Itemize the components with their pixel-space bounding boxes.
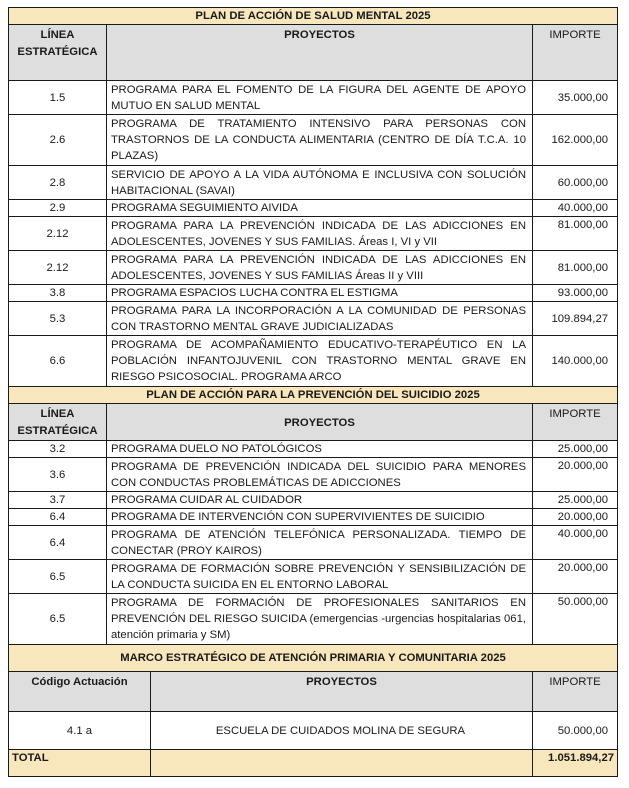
- importe-cell: 162.000,00: [533, 115, 618, 166]
- importe-cell: 60.000,00: [533, 166, 618, 200]
- header-linea-estrategica: LÍNEA ESTRATÉGICA: [9, 404, 107, 441]
- importe-cell: 81.000,00: [533, 251, 618, 285]
- section-title-row: [9, 645, 618, 672]
- header-linea-estrategica: LÍNEA ESTRATÉGICA: [9, 25, 107, 81]
- table-row: [9, 492, 618, 509]
- proyecto-cell: PROGRAMA CUIDAR AL CUIDADOR: [107, 492, 533, 509]
- table-row: [9, 441, 618, 458]
- table-row: [9, 458, 618, 492]
- header-importe: IMPORTE: [533, 672, 618, 712]
- header-proyectos: PROYECTOS: [107, 404, 533, 441]
- header-proyectos: PROYECTOS: [151, 672, 533, 712]
- linea-estrategica-cell: 2.8: [9, 166, 107, 200]
- section-title-atencion-primaria: MARCO ESTRATÉGICO DE ATENCIÓN PRIMARIA Y COMUNITARIA 2025: [9, 645, 618, 672]
- table-row: [9, 251, 618, 285]
- header-importe: IMPORTE: [533, 25, 618, 81]
- codigo-actuacion-cell: 4.1 a: [9, 712, 151, 750]
- importe-cell: 40.000,00: [533, 200, 618, 217]
- linea-estrategica-cell: 3.2: [9, 441, 107, 458]
- proyecto-cell: PROGRAMA DUELO NO PATOLÓGICOS: [107, 441, 533, 458]
- importe-cell: 25.000,00: [533, 492, 618, 509]
- proyecto-cell: PROGRAMA DE INTERVENCIÓN CON SUPERVIVIENTES DE SUICIDIO: [107, 509, 533, 526]
- importe-cell: 20.000,00: [533, 509, 618, 526]
- total-row: [9, 750, 618, 777]
- importe-cell: 140.000,00: [533, 336, 618, 387]
- importe-cell: 20.000,00: [533, 560, 618, 594]
- proyecto-cell: PROGRAMA DE ACOMPAÑAMIENTO EDUCATIVO-TERAPÉUTICO EN LA POBLACIÓN INFANTOJUVENIL CON TRASTORNO MENTAL GRAVE EN RIESGO PSICOSOCIAL. PROGRAMA ARCO: [107, 336, 533, 387]
- proyecto-cell: PROGRAMA PARA LA PREVENCIÓN INDICADA DE LAS ADICCIONES EN ADOLESCENTES, JOVENES Y SUS FAMILIAS Áreas II y VIII: [107, 251, 533, 285]
- column-header-row: [9, 404, 618, 441]
- section-title-suicidio: PLAN DE ACCIÓN PARA LA PREVENCIÓN DEL SUICIDIO 2025: [9, 387, 618, 404]
- linea-estrategica-cell: 6.4: [9, 509, 107, 526]
- table-row: [9, 526, 618, 560]
- importe-cell: 20.000,00: [533, 458, 618, 492]
- importe-cell: 35.000,00: [533, 81, 618, 115]
- linea-estrategica-cell: 6.5: [9, 560, 107, 594]
- budget-table-atencion-primaria: [8, 644, 618, 777]
- section-title-row: [9, 387, 618, 404]
- total-spacer: [151, 750, 533, 777]
- linea-estrategica-cell: 3.6: [9, 458, 107, 492]
- table-row: [9, 509, 618, 526]
- table-row: [9, 560, 618, 594]
- linea-estrategica-cell: 6.4: [9, 526, 107, 560]
- linea-estrategica-cell: 1.5: [9, 81, 107, 115]
- proyecto-cell: PROGRAMA ESPACIOS LUCHA CONTRA EL ESTIGMA: [107, 285, 533, 302]
- header-importe: IMPORTE: [533, 404, 618, 441]
- table-row: [9, 200, 618, 217]
- total-label: TOTAL: [9, 750, 151, 777]
- table-row: [9, 285, 618, 302]
- table-row: [9, 302, 618, 336]
- proyecto-cell: PROGRAMA PARA EL FOMENTO DE LA FIGURA DEL AGENTE DE APOYO MUTUO EN SALUD MENTAL: [107, 81, 533, 115]
- table-row: [9, 115, 618, 166]
- proyecto-cell: PROGRAMA PARA LA INCORPORACIÓN A LA COMUNIDAD DE PERSONAS CON TRASTORNO MENTAL GRAVE JUDICIALIZADAS: [107, 302, 533, 336]
- linea-estrategica-cell: 2.9: [9, 200, 107, 217]
- budget-table-plans: [8, 7, 618, 645]
- linea-estrategica-cell: 2.12: [9, 251, 107, 285]
- linea-estrategica-cell: 6.6: [9, 336, 107, 387]
- linea-estrategica-cell: 5.3: [9, 302, 107, 336]
- importe-cell: 81.000,00: [533, 217, 618, 251]
- importe-cell: 50.000,00: [533, 594, 618, 645]
- column-header-row: [9, 672, 618, 712]
- linea-estrategica-cell: 2.12: [9, 217, 107, 251]
- importe-cell: 109.894,27: [533, 302, 618, 336]
- proyecto-cell: PROGRAMA SEGUIMIENTO AIVIDA: [107, 200, 533, 217]
- section-title-row: [9, 8, 618, 25]
- proyecto-cell: PROGRAMA DE PREVENCIÓN INDICADA DEL SUICIDIO PARA MENORES CON CONDUCTAS PROBLEMÁTICAS DE ADICCIONES: [107, 458, 533, 492]
- importe-cell: 40.000,00: [533, 526, 618, 560]
- section-title-salud-mental: PLAN DE ACCIÓN DE SALUD MENTAL 2025: [9, 8, 618, 25]
- importe-cell: 25.000,00: [533, 441, 618, 458]
- header-codigo-actuacion: Código Actuación: [9, 672, 151, 712]
- table-row: [9, 81, 618, 115]
- proyecto-cell: ESCUELA DE CUIDADOS MOLINA DE SEGURA: [151, 712, 533, 750]
- table-row: [9, 217, 618, 251]
- proyecto-cell: SERVICIO DE APOYO A LA VIDA AUTÓNOMA E INCLUSIVA CON SOLUCIÓN HABITACIONAL (SAVAI): [107, 166, 533, 200]
- header-proyectos: PROYECTOS: [107, 25, 533, 81]
- proyecto-cell: PROGRAMA DE FORMACIÓN SOBRE PREVENCIÓN Y SENSIBILIZACIÓN DE LA CONDUCTA SUICIDA EN EL ENTORNO LABORAL: [107, 560, 533, 594]
- proyecto-cell: PROGRAMA DE TRATAMIENTO INTENSIVO PARA PERSONAS CON TRASTORNOS DE LA CONDUCTA ALIMENTARIA (CENTRO DE DÍA T.C.A. 10 PLAZAS): [107, 115, 533, 166]
- linea-estrategica-cell: 3.8: [9, 285, 107, 302]
- linea-estrategica-cell: 2.6: [9, 115, 107, 166]
- table-row: [9, 336, 618, 387]
- importe-cell: 50.000,00: [533, 712, 618, 750]
- column-header-row: [9, 25, 618, 81]
- proyecto-cell: PROGRAMA PARA LA PREVENCIÓN INDICADA DE LAS ADICCIONES EN ADOLESCENTES, JOVENES Y SUS FAMILIAS. Áreas I, VI y VII: [107, 217, 533, 251]
- table-row: [9, 166, 618, 200]
- proyecto-cell: PROGRAMA DE FORMACIÓN DE PROFESIONALES SANITARIOS EN PREVENCIÓN DEL RIESGO SUICIDA (emergencias -urgencias hospitalarias 061, atención primaria y SM): [107, 594, 533, 645]
- linea-estrategica-cell: 3.7: [9, 492, 107, 509]
- total-amount: 1.051.894,27: [533, 750, 618, 777]
- linea-estrategica-cell: 6.5: [9, 594, 107, 645]
- table-row: [9, 712, 618, 750]
- budget-document: [8, 7, 617, 777]
- proyecto-cell: PROGRAMA DE ATENCIÓN TELEFÓNICA PERSONALIZADA. TIEMPO DE CONECTAR (PROY KAIROS): [107, 526, 533, 560]
- table-row: [9, 594, 618, 645]
- importe-cell: 93.000,00: [533, 285, 618, 302]
